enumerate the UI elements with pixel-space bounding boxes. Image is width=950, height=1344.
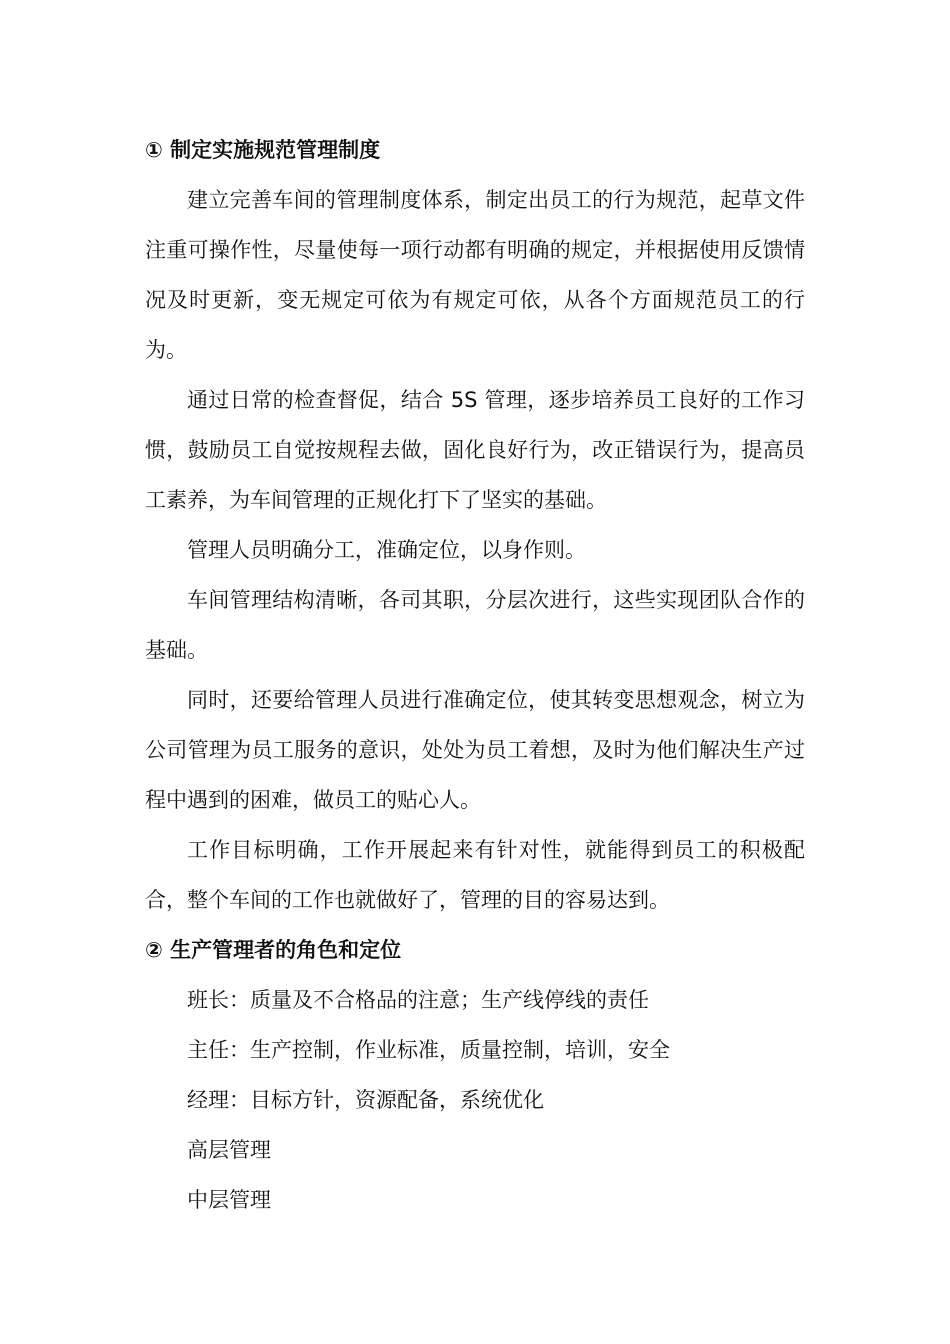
paragraph: 工作目标明确，工作开展起来有针对性，就能得到员工的积极配合，整个车间的工作也就做好了，管理的目的容易达到。 [145, 838, 805, 912]
paragraph: 管理人员明确分工，准确定位，以身作则。 [187, 538, 586, 562]
paragraph: 通过日常的检查督促，结合 5S 管理，逐步培养员工良好的工作习惯，鼓励员工自觉按规程去做，固化良好行为，改正错误行为，提高员工素养，为车间管理的正规化打下了坚实的基础。 [145, 388, 805, 512]
section-heading-1: ① 制定实施规范管理制度 [145, 138, 381, 162]
role-line: 经理：目标方针，资源配备，系统优化 [187, 1088, 544, 1112]
role-line: 班长：质量及不合格品的注意；生产线停线的责任 [187, 988, 649, 1012]
role-line: 中层管理 [187, 1188, 271, 1212]
paragraph: 同时，还要给管理人员进行准确定位，使其转变思想观念，树立为公司管理为员工服务的意识，处处为员工着想，及时为他们解决生产过程中遇到的困难，做员工的贴心人。 [145, 688, 805, 812]
section-heading-2: ② 生产管理者的角色和定位 [145, 938, 402, 962]
role-line: 高层管理 [187, 1138, 271, 1162]
paragraph: 建立完善车间的管理制度体系，制定出员工的行为规范，起草文件注重可操作性，尽量使每一项行动都有明确的规定，并根据使用反馈情况及时更新，变无规定可依为有规定可依，从各个方面规范员工的行为。 [145, 188, 805, 362]
role-line: 主任：生产控制，作业标准，质量控制，培训，安全 [187, 1038, 670, 1062]
document-body [145, 125, 805, 1225]
paragraph: 车间管理结构清晰，各司其职，分层次进行，这些实现团队合作的基础。 [145, 588, 805, 662]
